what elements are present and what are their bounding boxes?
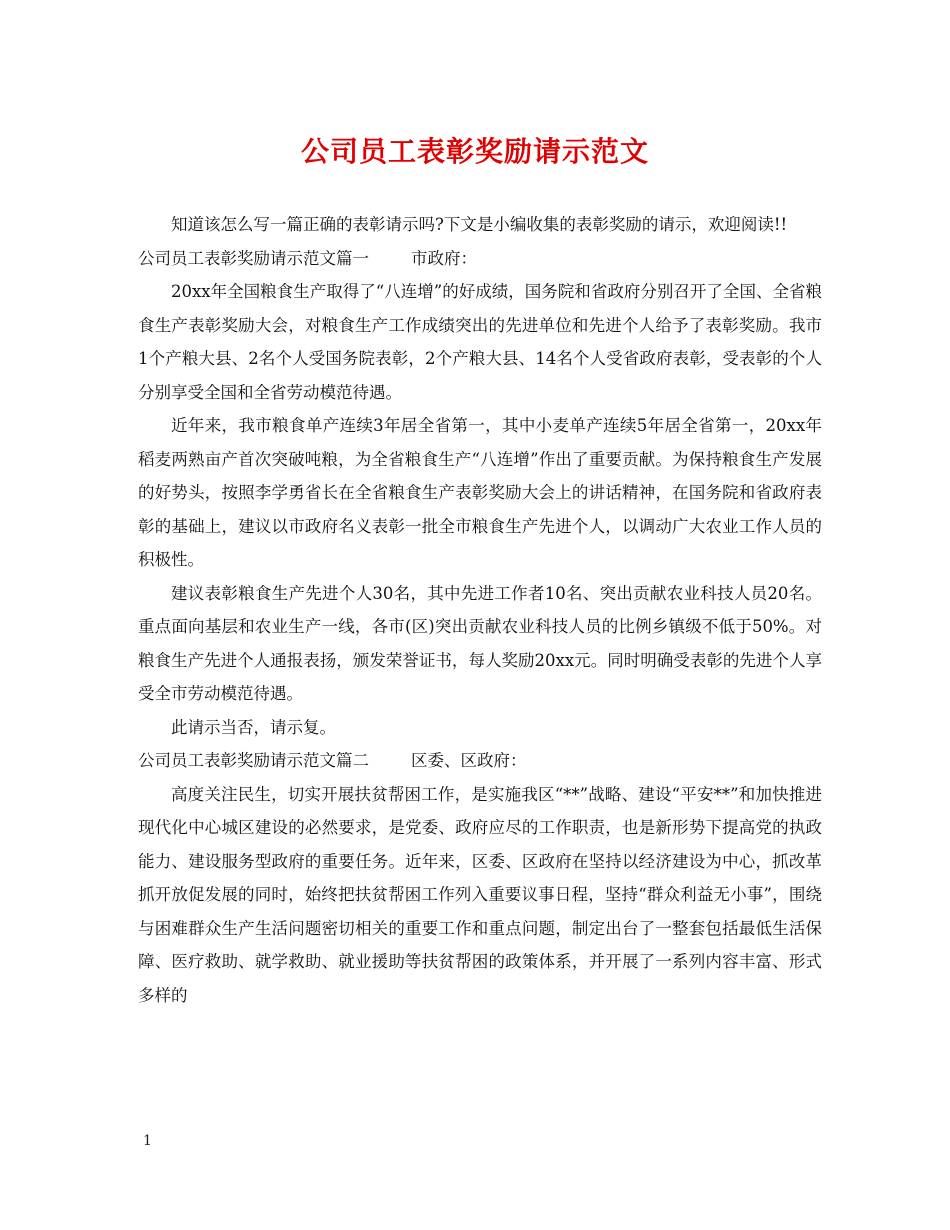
section2-addressee: 区委、区政府：: [410, 751, 527, 770]
section1-paragraph-2: 近年来，我市粮食单产连续3年居全省第一，其中小麦单产连续5年居全省第一，20xx年稻麦两熟亩产首次突破吨粮，为全省粮食生产“八连增”作出了重要贡献。为保持粮食生产发展的好势头，按照李学勇省长在全省粮食生产表彰奖励大会上的讲话精神，在国务院和省政府表彰的基础上，建议以市政府名义表彰一批全市粮食生产先进个人，以调动广大农业工作人员的积极性。: [138, 416, 822, 569]
section1-addressee: 市政府：: [410, 248, 477, 268]
document-title: 公司员工表彰奖励请示范文: [300, 135, 649, 168]
document-body: [138, 208, 822, 1012]
section2-heading-line: [138, 744, 822, 778]
intro-paragraph: 知道该怎么写一篇正确的表彰请示吗?下文是小编收集的表彰奖励的请示，欢迎阅读!!: [171, 215, 788, 234]
section2-heading: 公司员工表彰奖励请示范文篇二: [138, 751, 369, 770]
section1-heading: 公司员工表彰奖励请示范文篇一: [138, 248, 369, 268]
section1-paragraph-1: 20xx年全国粮食生产取得了“八连增”的好成绩，国务院和省政府分别召开了全国、全省粮食生产表彰奖励大会，对粮食生产工作成绩突出的先进单位和先进个人给予了表彰奖励。我市1个产粮大县、2名个人受国务院表彰，2个产粮大县、14名个人受省政府表彰，受表彰的个人分别享受全国和全省劳动模范待遇。: [138, 282, 822, 402]
section1-paragraph-3: 建议表彰粮食生产先进个人30名，其中先进工作者10名、突出贡献农业科技人员20名。重点面向基层和农业生产一线，各市(区)突出贡献农业科技人员的比例乡镇级不低于50%。对粮食生产先进个人通报表扬，颁发荣誉证书，每人奖励20xx元。同时明确受表彰的先进个人享受全市劳动模范待遇。: [138, 583, 822, 703]
section1-heading-line: [138, 242, 822, 276]
section2-paragraph-1: 高度关注民生，切实开展扶贫帮困工作，是实施我区“**”战略、建设“平安**”和加快推进现代化中心城区建设的必然要求，是党委、政府应尽的工作职责，也是新形势下提高党的执政能力、建设服务型政府的重要任务。近年来，区委、区政府在坚持以经济建设为中心，抓改革抓开放促发展的同时，始终把扶贫帮困工作列入重要议事日程，坚持“群众利益无小事”，围绕与困难群众生产生活问题密切相关的重要工作和重点问题，制定出台了一整套包括最低生活保障、医疗救助、就学救助、就业援助等扶贫帮困的政策体系，并开展了一系列内容丰富、形式多样的: [138, 784, 822, 1005]
section1-paragraph-4: 此请示当否，请示复。: [171, 717, 336, 737]
page-number: 1: [143, 1133, 152, 1149]
